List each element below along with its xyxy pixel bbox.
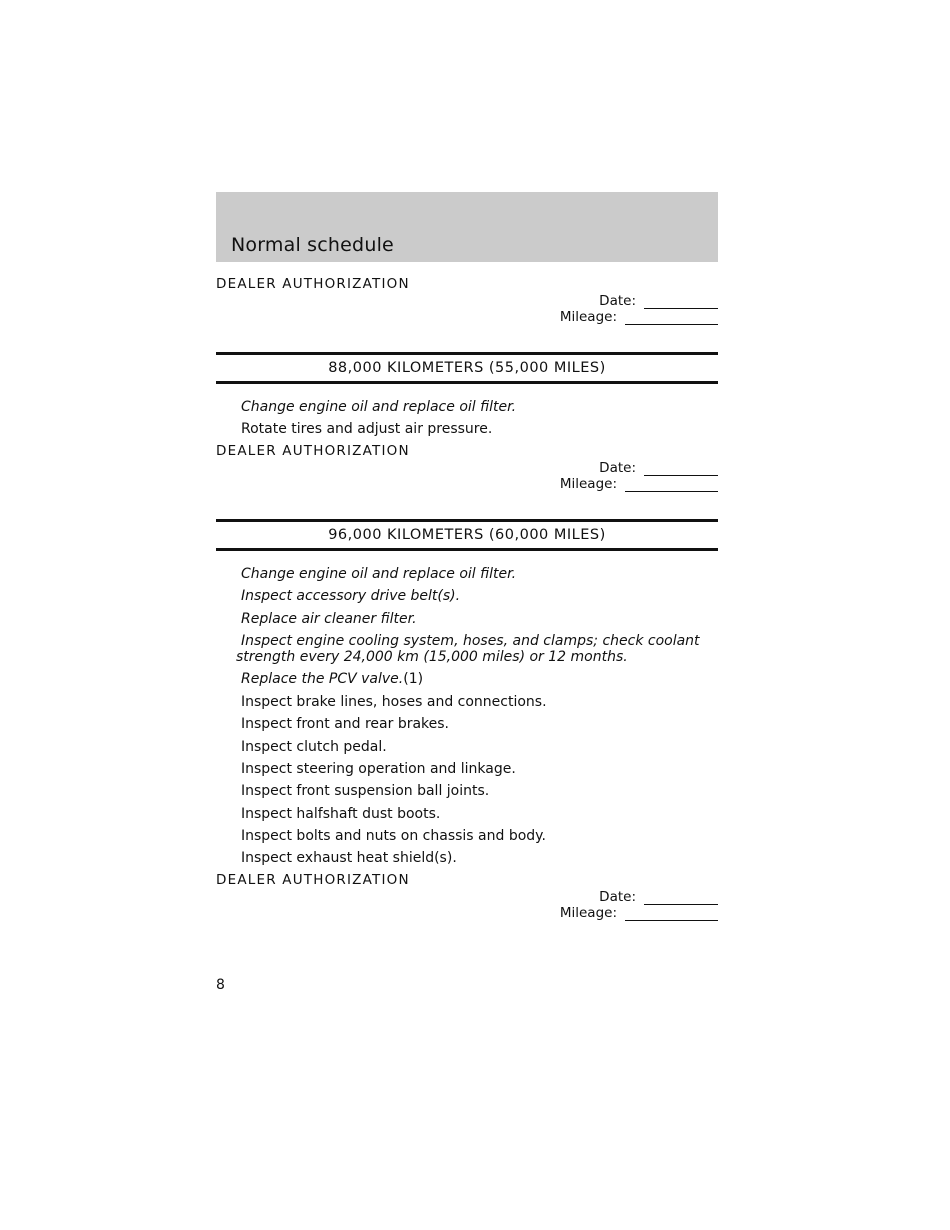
interval-heading: 96,000 KILOMETERS (60,000 MILES) [216, 519, 718, 551]
list-item: Change engine oil and replace oil filter. [241, 565, 517, 582]
list-item: Inspect front and rear brakes. [241, 716, 450, 733]
date-signature-line[interactable] [644, 462, 718, 476]
date-signature-line[interactable] [644, 891, 718, 905]
mileage-label: Mileage: [559, 904, 617, 921]
date-row [216, 889, 718, 905]
mileage-signature-line[interactable] [625, 907, 718, 921]
mileage-row [216, 476, 718, 492]
date-row [216, 460, 718, 476]
list-item: Change engine oil and replace oil filter. [241, 399, 517, 415]
dealer-authorization-block [216, 872, 718, 921]
dealer-authorization-label: DEALER AUTHORIZATION [216, 871, 410, 888]
maintenance-list [216, 566, 718, 867]
list-item: Inspect bolts and nuts on chassis and body. [241, 828, 546, 845]
date-label: Date: [599, 888, 636, 905]
list-item: Inspect front suspension ball joints. [241, 783, 490, 800]
date-signature-line[interactable] [644, 295, 718, 309]
date-label: Date: [599, 293, 636, 309]
list-item-line: Inspect engine cooling system, hoses, and clamps; check coolant [241, 632, 700, 649]
list-item: Rotate tires and adjust air pressure. [241, 421, 493, 438]
page-title: Normal schedule [231, 234, 394, 256]
footnote-ref: (1) [403, 671, 424, 688]
dealer-authorization-label: DEALER AUTHORIZATION [216, 276, 410, 292]
mileage-row [216, 309, 718, 325]
mileage-signature-line[interactable] [625, 478, 718, 492]
list-item: Inspect steering operation and linkage. [241, 760, 516, 777]
dealer-authorization-label: DEALER AUTHORIZATION [216, 442, 410, 459]
list-item: Inspect clutch pedal. [241, 738, 387, 755]
header-band [216, 192, 718, 262]
list-item-text: Replace the PCV valve. [241, 671, 404, 688]
dealer-authorization-block [216, 443, 718, 492]
page-number: 8 [216, 977, 225, 993]
interval-heading: 88,000 KILOMETERS (55,000 MILES) [216, 352, 718, 384]
list-item: Inspect exhaust heat shield(s). [241, 850, 457, 867]
list-item: Inspect brake lines, hoses and connections. [241, 693, 547, 710]
list-item: Inspect accessory drive belt(s). [241, 588, 461, 605]
maintenance-list [216, 399, 718, 437]
list-item [236, 632, 710, 665]
mileage-label: Mileage: [559, 475, 617, 492]
mileage-row [216, 905, 718, 921]
date-label: Date: [599, 459, 636, 476]
mileage-label: Mileage: [559, 309, 617, 325]
schedule-page [216, 192, 718, 921]
list-item: Replace air cleaner filter. [241, 610, 417, 627]
date-row [216, 293, 718, 309]
list-item-line: strength every 24,000 km (15,000 miles) or 12 months. [236, 648, 628, 665]
list-item: Inspect halfshaft dust boots. [241, 805, 441, 822]
list-item [241, 671, 710, 687]
mileage-signature-line[interactable] [625, 311, 718, 325]
dealer-authorization-block [216, 276, 718, 325]
